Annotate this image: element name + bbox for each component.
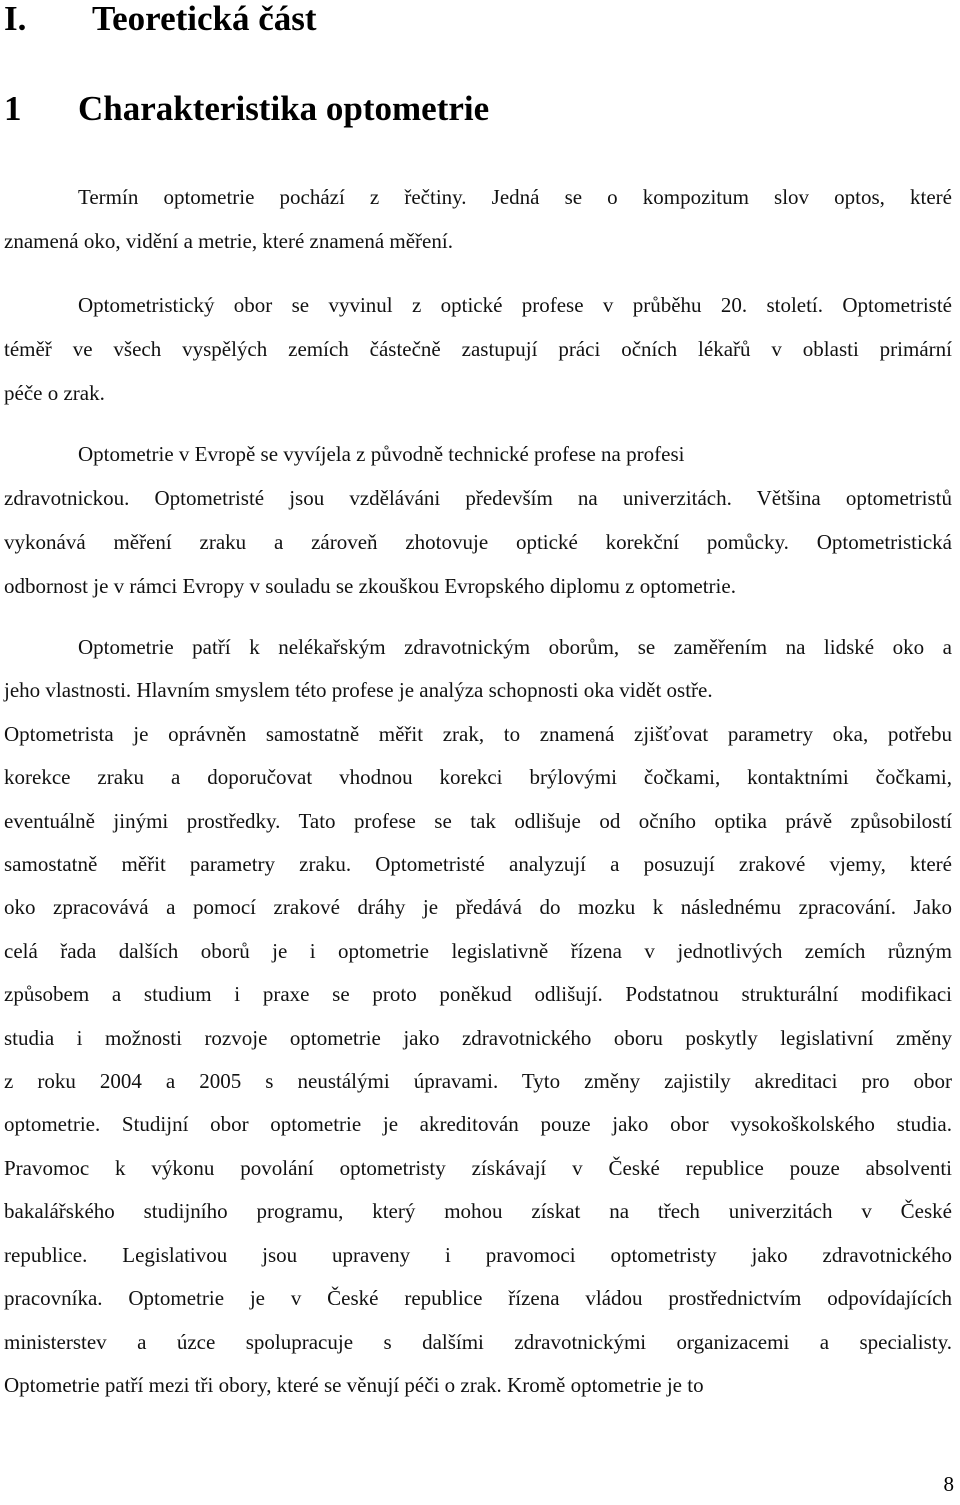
page-number: 8 xyxy=(943,1472,954,1496)
paragraph-line: odbornost je v rámci Evropy v souladu se zkouškou Evropského diplomu z optometrie. xyxy=(4,574,736,598)
paragraph-line: celá řada dalších oborů je i optometrie legislativně řízena v jednotlivých zemích různým xyxy=(4,938,952,963)
paragraph-line: republice. Legislativou jsou upraveny i pravomoci optometristy jako zdravotnického xyxy=(4,1242,952,1267)
paragraph-2 xyxy=(4,283,952,415)
chapter-heading-title: Charakteristika optometrie xyxy=(78,89,490,128)
paragraph-line: studia i možnosti rozvoje optometrie jako zdravotnického oboru poskytly legislativní změny xyxy=(4,1025,952,1050)
paragraph-line: Optometristický obor se vyvinul z optické profese v průběhu 20. století. Optometristé xyxy=(78,293,952,317)
paragraph-line: způsobem a studium i praxe se proto poněkud odlišují. Podstatnou strukturální modifikaci xyxy=(4,982,952,1007)
paragraph-4 xyxy=(4,626,952,1407)
paragraph-line: korekce zraku a doporučovat vhodnou korekci brýlovými čočkami, kontaktními čočkami, xyxy=(4,765,952,790)
paragraph-line: Optometrista je oprávněn samostatně měřit zrak, to znamená zjišťovat parametry oka, potřebu xyxy=(4,721,952,746)
part-heading-number: I. xyxy=(4,0,27,38)
chapter-heading-number: 1 xyxy=(4,89,22,128)
paragraph-line: eventuálně jinými prostředky. Tato profese se tak odlišuje od očního optika právě způsobilostí xyxy=(4,808,952,833)
paragraph-line: znamená oko, vidění a metrie, které znamená měření. xyxy=(4,229,453,253)
paragraph-line: jeho vlastnosti. Hlavním smyslem této profese je analýza schopnosti oka vidět ostře. xyxy=(4,678,713,703)
paragraph-line: péče o zrak. xyxy=(4,381,105,405)
paragraph-line: Optometrie patří k nelékařským zdravotnickým oborům, se zaměřením na lidské oko a xyxy=(78,635,952,659)
paragraph-1 xyxy=(4,175,952,263)
paragraph-line: Optometrie patří mezi tři obory, které se věnují péči o zrak. Kromě optometrie je to xyxy=(4,1372,704,1397)
chapter-heading xyxy=(4,86,489,132)
paragraph-line: vykonává měření zraku a zároveň zhotovuje optické korekční pomůcky. Optometristická xyxy=(4,530,952,554)
paragraph-line: oko zpracovává a pomocí zrakové dráhy je předává do mozku k následnému zpracování. Jako xyxy=(4,895,952,920)
paragraph-line: téměř ve všech vyspělých zemích částečně zastupují práci očních lékařů v oblasti primární xyxy=(4,337,952,361)
part-heading xyxy=(4,0,317,42)
paragraph-line: Optometrie v Evropě se vyvíjela z původně technické profese na profesi xyxy=(78,442,685,466)
paragraph-line: zdravotnickou. Optometristé jsou vzděláváni především na univerzitách. Většina optometristů xyxy=(4,486,952,510)
paragraph-line: pracovníka. Optometrie je v České republice řízena vládou prostřednictvím odpovídajících xyxy=(4,1286,952,1311)
paragraph-line: bakalářského studijního programu, který mohou získat na třech univerzitách v České xyxy=(4,1199,952,1224)
paragraph-line: optometrie. Studijní obor optometrie je akreditován pouze jako obor vysokoškolského studia. xyxy=(4,1112,952,1137)
paragraph-line: Termín optometrie pochází z řečtiny. Jedná se o kompozitum slov optos, které xyxy=(78,185,952,209)
paragraph-line: samostatně měřit parametry zraku. Optometristé analyzují a posuzují zrakové vjemy, které xyxy=(4,852,952,877)
paragraph-line: Pravomoc k výkonu povolání optometristy získávají v České republice pouze absolventi xyxy=(4,1155,952,1180)
paragraph-line: z roku 2004 a 2005 s neustálými úpravami. Tyto změny zajistily akreditaci pro obor xyxy=(4,1069,952,1094)
part-heading-title: Teoretická část xyxy=(92,0,317,38)
paragraph-line: ministerstev a úzce spolupracuje s dalšími zdravotnickými organizacemi a specialisty. xyxy=(4,1329,952,1354)
paragraph-3 xyxy=(4,432,952,608)
